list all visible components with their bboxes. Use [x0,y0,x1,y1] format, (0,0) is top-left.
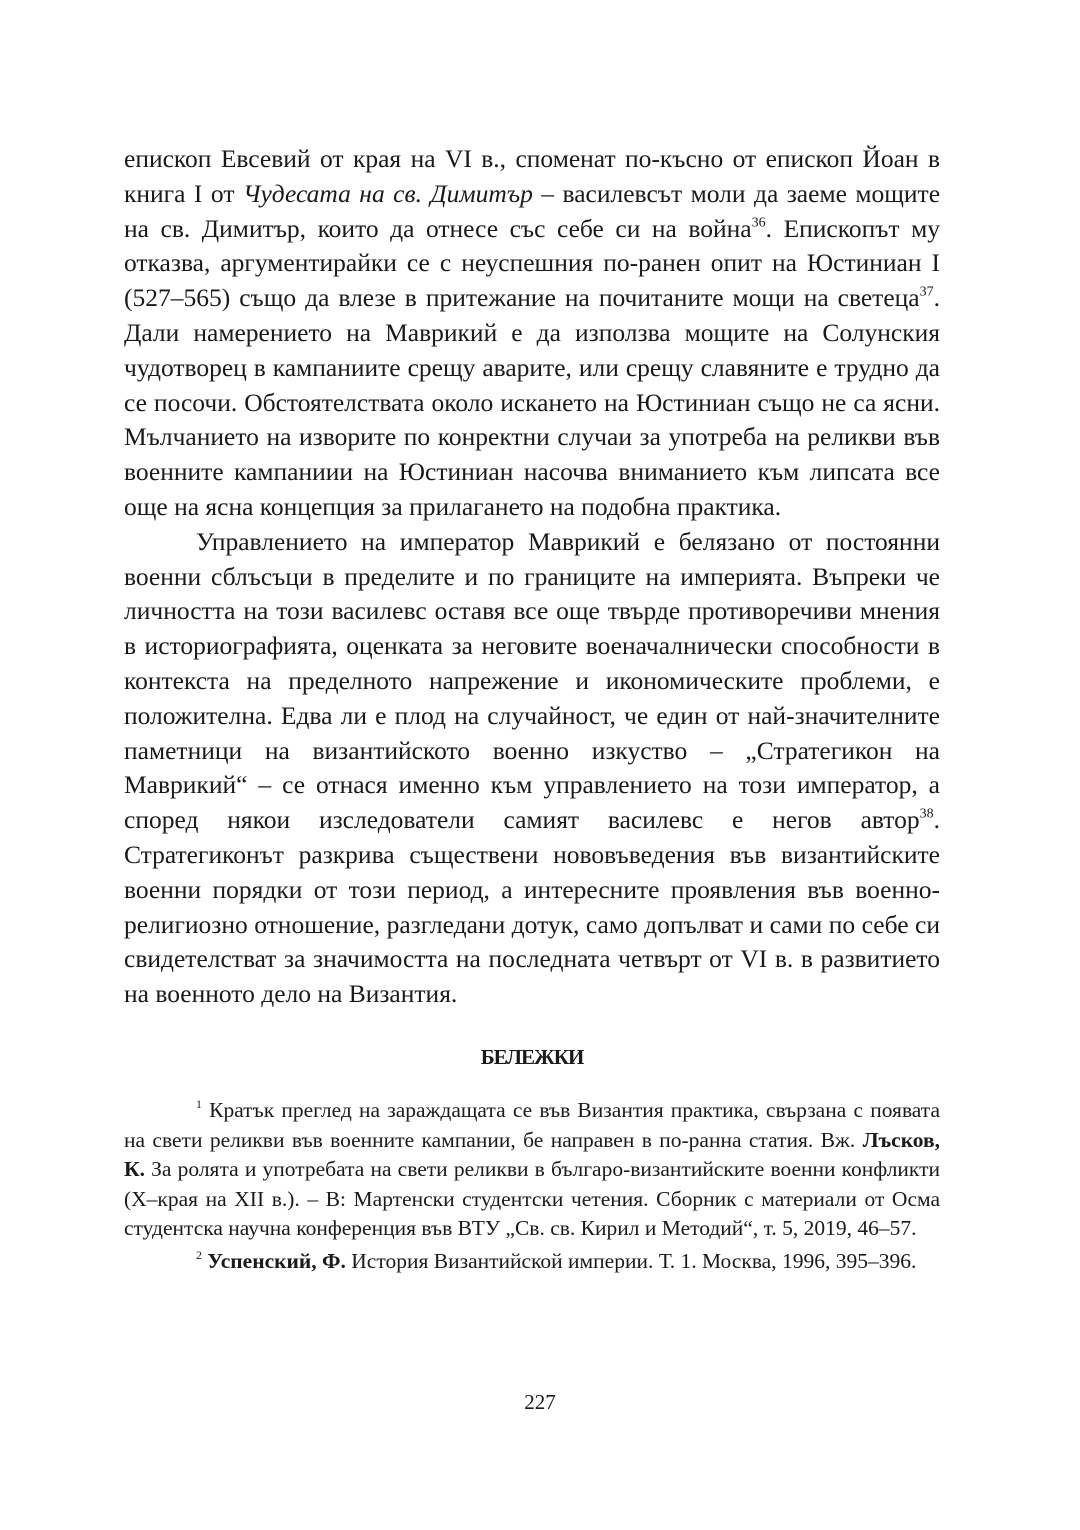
text-run: епископ Евсевий от края на VI в., споменат по-късно от епископ Йоан в книга I от [124,144,940,208]
footnote-number: 2 [196,1248,202,1263]
text-run: За ролята и употребата на свети реликви в българо-византийските военни конфликти (X–края на XII в.). – В: Мартенски студентски четения. Сборник с материали от Осма студентска научна конференция във ВТУ „Св. св. Кирил и Методий“, т. 5, 2019, 46–57. [124,1157,940,1241]
main-text [124,142,940,1012]
page-content [124,142,940,1276]
footnote-number: 1 [196,1097,202,1112]
text-run: Кратък преглед на зараждащата се във Византия практика, свързана с появата на свети реликви във военните кампании, бе направен в по-ранна статия. Вж. [124,1097,940,1152]
text-run: . Стратегиконът разкрива съществени нововъведения във византийските военни порядки от този период, а интересните проявления във военно-религиозно отношение, разгледани дотук, само допълват и сами по себе си свидетелстват за значимостта на последната четвърт от VI в. в развитието на военното дело на Византия. [124,805,940,1009]
paragraph-1 [124,142,940,525]
text-run: – василевсът моли да заеме мощите на св. Димитър, които да отнесе със себе си на война [124,178,941,243]
footnote-ref-38[interactable]: 38 [919,806,934,822]
footnote-ref-36[interactable]: 36 [751,215,766,231]
text-run: Управлението на император Маврикий е белязано от постоянни военни сблъсъци в пределите и по границите на империята. Въпреки че личността на този василевс оставя все още твърде противоречиви мнения в историографията, оценката за неговите военачалнически способности в контекста на пределното напрежение и икономическите проблеми, е положителна. Едва ли е плод на случайност, че един от най-значителните паметници на византийското военно изкуство – „Стратегикон на Маврикий“ – се отнася именно към управлението на този император, а според някои изследователи самият василевс е негов автор [124,526,940,835]
text-run: История Византийской империи. Т. 1. Москва, 1996, 395–396. [345,1248,917,1273]
footnote-ref-37[interactable]: 37 [919,284,934,300]
text-run: . Дали намерението на Маврикий е да използва мощите на Солунския чудотворец в кампаниите срещу аварите, или срещу славяните е трудно да се посочи. Обстоятелствата около искането на Юстиниан също не са ясни. Мълчанието на изворите по конректни случаи за употреба на реликви във военните кампаниии на Юстиниан насочва вниманието към липсата все още на ясна концепция за прилагането на подобна практика. [124,283,940,521]
footnote-1 [124,1096,940,1244]
author-name: Лъсков, К. [124,1127,940,1182]
notes-heading: БЕЛЕЖКИ [480,1044,584,1069]
page-number: 227 [524,1390,556,1414]
paragraph-2 [124,525,940,1012]
author-name: Успенский, Ф. [201,1248,346,1273]
footnote-2 [124,1247,940,1277]
footnotes [124,1096,940,1277]
book-title-italic: Чудесата на св. Димитър [242,178,533,208]
text-run: . Епископът му отказва, аргументирайки се с неуспешния по-ранен опит на Юстиниан I (527–565) също да влезе в притежание на почитаните мощи на светеца [124,213,940,313]
